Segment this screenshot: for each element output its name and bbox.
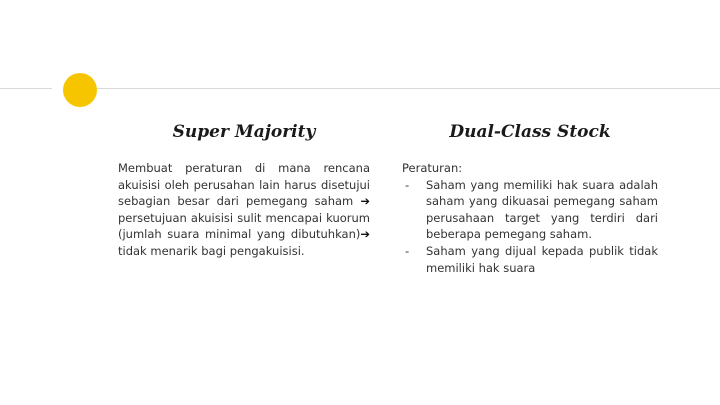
super-majority-column [118,122,370,260]
super-majority-title: Super Majority [172,122,316,142]
accent-dot [63,73,97,107]
list-item-text: Saham yang memiliki hak suara adalah saham yang dikuasai pemegang saham perusahaan target yang terdiri dari beberapa pemegang saham. [426,177,658,242]
description-part-1: Membuat peraturan di mana rencana akuisisi oleh perusahan lain harus disetujui sebagian besar dari pemegang saham [118,161,370,209]
header-divider-right [412,88,720,89]
super-majority-description [118,160,370,260]
dual-class-stock-title: Dual-Class Stock [449,122,611,142]
dash-bullet: - [405,177,410,192]
description-part-2: persetujuan akuisisi sulit mencapai kuorum (jumlah suara minimal yang dibutuhkan) [118,210,370,242]
dash-bullet: - [405,243,410,258]
dual-class-stock-column [402,122,658,276]
list-item [402,177,658,243]
description-part-3: tidak menarik bagi pengakuisisi. [118,243,305,258]
header-divider-middle [97,88,412,89]
rules-intro: Peraturan: [402,161,463,175]
list-item-text: Saham yang dijual kepada publik tidak memiliki hak suara [426,243,658,275]
arrow-right-icon: ➔ [360,227,370,242]
header-divider-left [0,88,52,89]
list-item [402,243,658,276]
arrow-right-icon: ➔ [360,194,370,209]
rules-list [402,177,658,277]
